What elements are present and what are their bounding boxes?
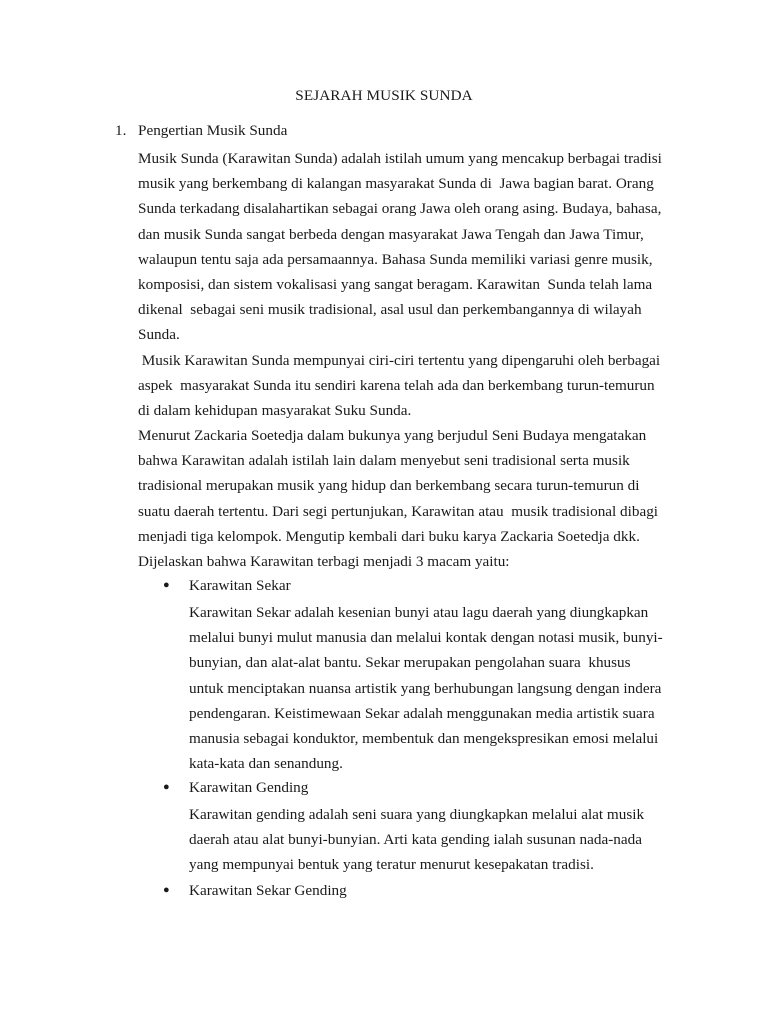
bullet-karawitan-gending: [163, 777, 308, 798]
paragraph-line: Dijelaskan bahwa Karawitan terbagi menjadi 3 macam yaitu:: [138, 553, 510, 571]
bullet-karawitan-sekar-gending: [163, 880, 347, 901]
paragraph-line: Musik Karawitan Sunda mempunyai ciri-ciri tertentu yang dipengaruhi oleh berbagai: [138, 352, 661, 369]
section-heading-text: Pengertian Musik Sunda: [138, 122, 288, 139]
bullet-line: pendengaran. Keistimewaan Sekar adalah menggunakan media artistik suara: [189, 704, 655, 722]
section-heading: [115, 121, 287, 141]
paragraph-line: menjadi tiga kelompok. Mengutip kembali dari buku karya Zackaria Soetedja dkk.: [138, 527, 640, 545]
bullet-line: Karawitan gending adalah seni suara yang diungkapkan melalui alat musik: [189, 806, 645, 823]
bullet-line: Karawitan Sekar adalah kesenian bunyi atau lagu daerah yang diungkapkan: [189, 604, 649, 621]
bullet-icon: ●: [163, 781, 170, 793]
paragraph-line: aspek masyarakat Sunda itu sendiri karena telah ada dan berkembang turun-temurun: [138, 377, 655, 395]
bullet-icon: ●: [163, 579, 170, 591]
paragraph-definition: [138, 146, 662, 348]
bullet-label: Karawitan Gending: [189, 779, 309, 796]
bullet-line: yang mempunyai bentuk yang teratur menurut kesepakatan tradisi.: [189, 856, 594, 874]
paragraph-line: Sunda.: [138, 326, 180, 344]
paragraph-line: Musik Sunda (Karawitan Sunda) adalah istilah umum yang mencakup berbagai tradisi: [138, 150, 662, 167]
bullet-line: kata-kata dan senandung.: [189, 755, 343, 773]
paragraph-line: di dalam kehidupan masyarakat Suku Sunda.: [138, 402, 412, 420]
paragraph-line: Sunda terkadang disalahartikan sebagai orang Jawa oleh orang asing. Budaya, bahasa,: [138, 200, 662, 218]
bullet-label: Karawitan Sekar Gending: [189, 882, 347, 899]
bullet-karawitan-sekar: [163, 575, 291, 596]
bullet-line: daerah atau alat bunyi-bunyian. Arti kata gending ialah susunan nada-nada: [189, 831, 642, 849]
paragraph-line: suatu daerah tertentu. Dari segi pertunjukan, Karawitan atau musik tradisional dibagi: [138, 502, 659, 520]
paragraph-line: walaupun tentu saja ada persamaannya. Bahasa Sunda memiliki variasi genre musik,: [138, 250, 653, 268]
paragraph-line: musik yang berkembang di kalangan masyarakat Sunda di Jawa bagian barat. Orang: [138, 175, 654, 193]
bullet-description-gending: [189, 802, 644, 878]
paragraph-line: komposisi, dan sistem vokalisasi yang sangat beragam. Karawitan Sunda telah lama: [138, 276, 653, 294]
bullet-line: manusia sebagai konduktor, membentuk dan mengekspresikan emosi melalui: [189, 730, 659, 748]
section-number: 1.: [115, 122, 127, 139]
bullet-line: melalui bunyi mulut manusia dan melalui kontak dengan notasi musik, bunyi-: [189, 629, 663, 647]
bullet-description-sekar: [189, 600, 663, 776]
paragraph-characteristics: [138, 348, 660, 424]
paragraph-line: Menurut Zackaria Soetedja dalam bukunya yang berjudul Seni Budaya mengatakan: [138, 427, 647, 444]
paragraph-line: dikenal sebagai seni musik tradisional, asal usul dan perkembangannya di wilayah: [138, 301, 642, 319]
bullet-icon: ●: [163, 884, 170, 896]
paragraph-line: dan musik Sunda sangat berbeda dengan masyarakat Jawa Tengah dan Jawa Timur,: [138, 225, 644, 243]
paragraph-line: bahwa Karawitan adalah istilah lain dalam menyebut seni tradisional serta musik: [138, 452, 630, 470]
bullet-label: Karawitan Sekar: [189, 577, 291, 594]
document-title: SEJARAH MUSIK SUNDA: [295, 87, 473, 104]
paragraph-line: tradisional merupakan musik yang hidup dan berkembang secara turun-temurun di: [138, 477, 640, 495]
bullet-line: untuk menciptakan nuansa artistik yang berhubungan langsung dengan indera: [189, 679, 662, 697]
bullet-line: bunyian, dan alat-alat bantu. Sekar merupakan pengolahan suara khusus: [189, 654, 631, 672]
paragraph-zackaria: [138, 423, 658, 574]
